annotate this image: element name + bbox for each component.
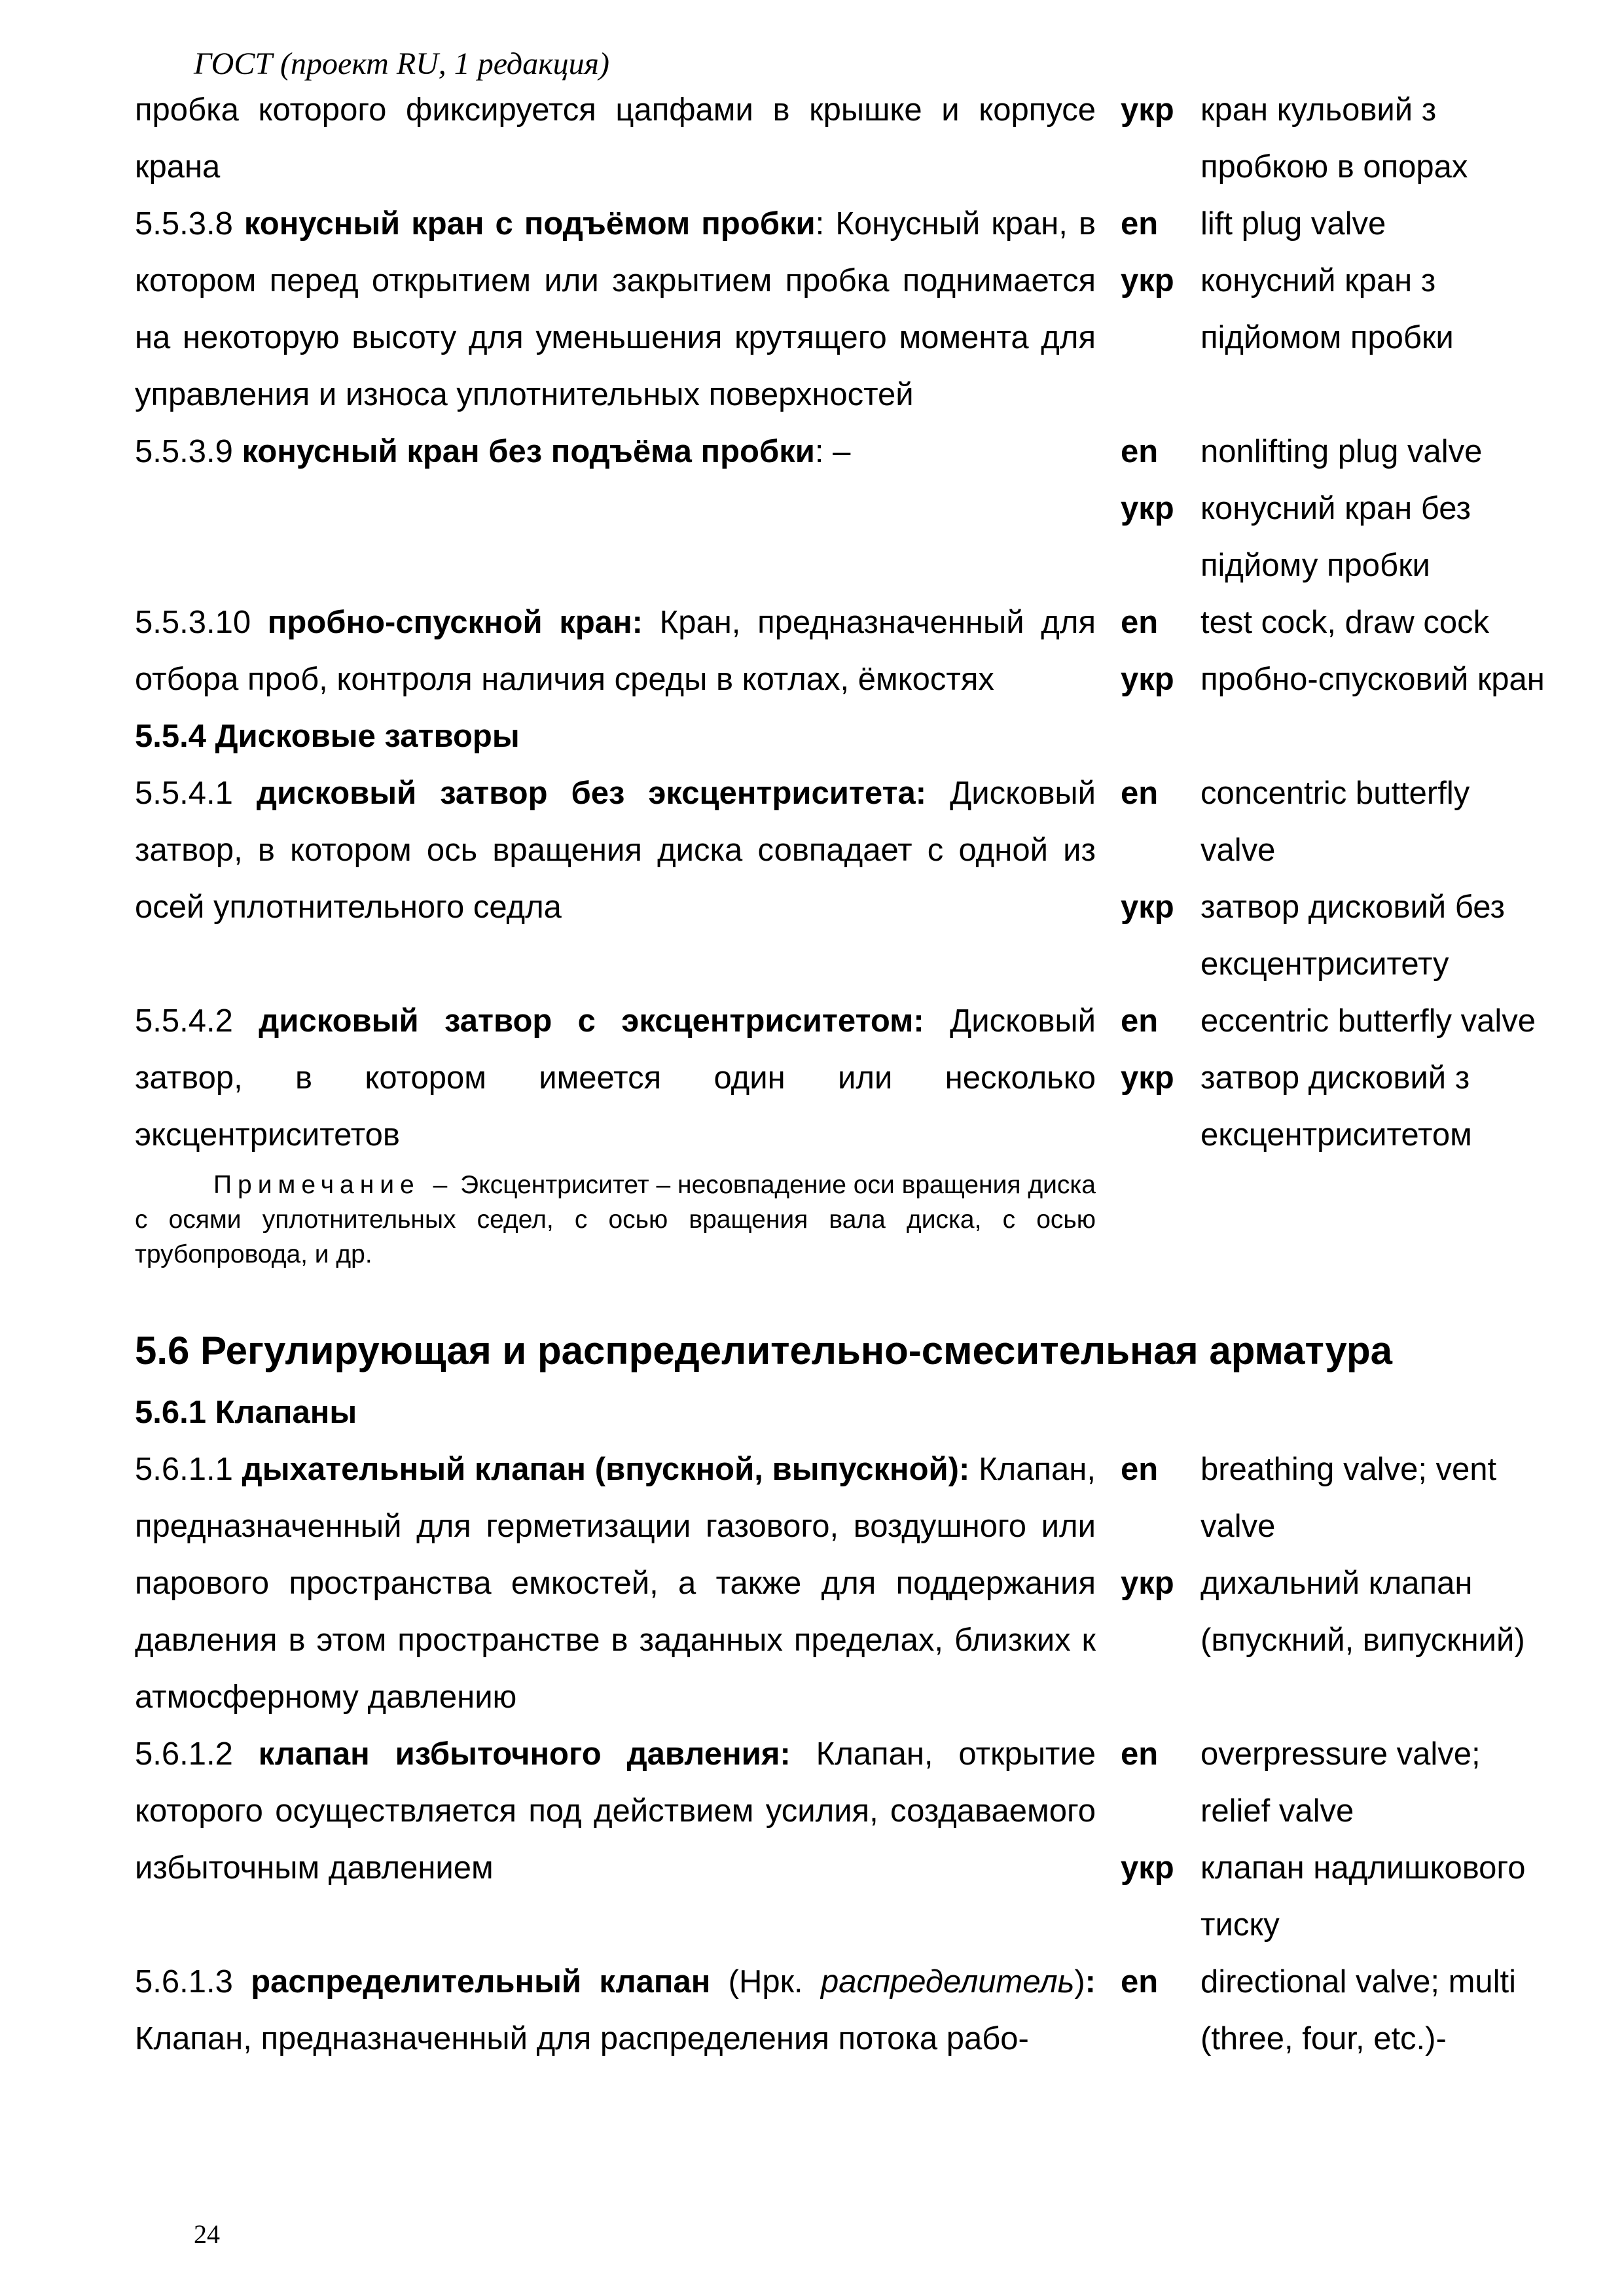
translation-row	[1121, 480, 1553, 594]
lang-code: en	[1121, 1736, 1159, 1772]
translated-term: затвор дисковий з ексцентриситетом	[1200, 1060, 1472, 1153]
translation-row	[1121, 196, 1553, 253]
lang-code: en	[1121, 776, 1159, 811]
term-number: 5.5.3.8	[135, 206, 233, 242]
note-label: Примечание –	[213, 1171, 454, 1199]
term-name: конусный кран с подъёмом пробки	[244, 206, 816, 242]
definition	[135, 196, 1096, 423]
translations	[1121, 594, 1553, 708]
translation-row	[1121, 82, 1553, 196]
translation-row	[1121, 879, 1553, 993]
term-name: конусный кран без подъёма пробки	[242, 434, 815, 469]
term-entry	[135, 765, 1555, 993]
term-entry	[135, 594, 1555, 708]
translation-row	[1121, 253, 1553, 367]
translated-term: eccentric butterfly valve	[1200, 1003, 1536, 1039]
translations	[1121, 1954, 1553, 2068]
lang-code: en	[1121, 434, 1159, 469]
translations	[1121, 1441, 1553, 1669]
definition	[135, 82, 1096, 196]
lang-code: укр	[1121, 662, 1174, 697]
section-heading-main: 5.6 Регулирующая и распределительно-смесительная арматура	[135, 1329, 1392, 1372]
translations	[1121, 82, 1553, 196]
translations	[1121, 993, 1553, 1164]
term-entry	[135, 1441, 1555, 1726]
term-entry	[135, 423, 1555, 594]
definition-text: Клапан, предназначенный для герметизации газового, воздушного или парового пространства емкостей, а также для поддержания давления в этом пространстве в заданных пределах, близких к атмосферному давлению	[135, 1452, 1096, 1715]
term-note-close: )	[1074, 1964, 1085, 2000]
definition	[135, 765, 1096, 936]
term-entry	[135, 82, 1555, 196]
translations	[1121, 423, 1553, 594]
running-header: ГОСТ (проект RU, 1 редакция)	[194, 46, 609, 81]
definition	[135, 423, 1096, 480]
lang-code: укр	[1121, 889, 1174, 925]
term-note-italic: распределитель	[820, 1964, 1075, 2000]
term-name: клапан избыточного давления:	[258, 1736, 791, 1772]
definition-text: Дисковый затвор, в котором ось вращения диска совпадает с одной из осей уплотнительного седла	[135, 776, 1096, 925]
definition	[135, 1441, 1096, 1726]
section-heading: 5.5.4 Дисковые затворы	[135, 719, 520, 754]
term-name: дисковый затвор с эксцентриситетом:	[259, 1003, 924, 1039]
lang-code: укр	[1121, 491, 1174, 526]
lang-code: en	[1121, 1452, 1159, 1487]
term-entry	[135, 1954, 1555, 2068]
translated-term: directional valve; multi (three, four, etc.)-	[1200, 1964, 1517, 2056]
document-body	[135, 82, 1555, 2068]
term-number: 5.6.1.3	[135, 1964, 233, 2000]
lang-code: укр	[1121, 1060, 1174, 1096]
lang-code: укр	[1121, 1850, 1174, 1886]
translated-term: lift plug valve	[1200, 206, 1386, 242]
note	[135, 1164, 1096, 1272]
term-name: дыхательный клапан (впускной, выпускной):	[242, 1452, 970, 1487]
term-number: 5.5.3.9	[135, 434, 233, 469]
translations	[1121, 196, 1553, 367]
definition	[135, 594, 1096, 708]
translated-term: concentric butterfly valve	[1200, 776, 1470, 868]
translation-row	[1121, 1726, 1553, 1840]
term-colon: :	[1085, 1964, 1096, 2000]
translation-row	[1121, 1840, 1553, 1954]
translated-term: nonlifting plug valve	[1200, 434, 1483, 469]
lang-code: en	[1121, 1003, 1159, 1039]
translation-row	[1121, 423, 1553, 480]
translation-row	[1121, 1954, 1553, 2068]
translation-row	[1121, 1050, 1553, 1164]
translated-term: пробно-спусковий кран	[1200, 662, 1545, 697]
term-entry	[135, 993, 1555, 1164]
definition-text: Клапан, открытие которого осуществляется под действием усилия, создаваемого избыточным давлением	[135, 1736, 1096, 1886]
definition-text: : Конусный кран, в котором перед открытием или закрытием пробка поднимается на некоторую высоту для уменьшения крутящего момента для управления и износа уплотнительных поверхностей	[135, 206, 1096, 412]
translations	[1121, 1726, 1553, 1954]
lang-code: укр	[1121, 263, 1174, 298]
translation-row	[1121, 1555, 1553, 1669]
definition-text: Кран, предназначенный для отбора проб, контроля наличия среды в котлах, ёмкостях	[135, 605, 1096, 697]
term-number: 5.6.1.2	[135, 1736, 233, 1772]
definition	[135, 993, 1096, 1164]
translated-term: конусний кран з підйомом пробки	[1200, 263, 1454, 355]
definition	[135, 1954, 1096, 2068]
translated-term: breathing valve; vent valve	[1200, 1452, 1497, 1544]
definition	[135, 1726, 1096, 1897]
translated-term: кран кульовий з пробкою в опорах	[1200, 92, 1468, 185]
definition-text: : –	[814, 434, 851, 469]
definition-text: Дисковый затвор, в котором имеется один или несколько эксцентриситетов	[135, 1003, 1096, 1153]
lang-code: укр	[1121, 92, 1174, 128]
term-entry	[135, 196, 1555, 423]
term-name: дисковый затвор без эксцентриситета:	[256, 776, 927, 811]
term-entry	[135, 1726, 1555, 1954]
definition-text: Клапан, предназначенный для распределения потока рабо-	[135, 2021, 1029, 2056]
lang-code: en	[1121, 1964, 1159, 2000]
note-text: Эксцентриситет – несовпадение оси вращения диска с осями уплотнительных седел, с осью вращения вала диска, с осью трубопровода, и др.	[135, 1171, 1096, 1268]
translated-term: дихальний клапан (впускний, випускний)	[1200, 1566, 1525, 1658]
translation-row	[1121, 594, 1553, 651]
subsection-heading: 5.6.1 Клапаны	[135, 1395, 357, 1430]
translated-term: test cock, draw cock	[1200, 605, 1490, 640]
term-name: распределительный клапан	[251, 1964, 711, 2000]
lang-code: укр	[1121, 1566, 1174, 1601]
translation-row	[1121, 651, 1553, 708]
lang-code: en	[1121, 206, 1159, 242]
lang-code: en	[1121, 605, 1159, 640]
definition-text: пробка которого фиксируется цапфами в крышке и корпусе крана	[135, 92, 1096, 185]
translation-row	[1121, 765, 1553, 879]
term-name: пробно-спускной кран:	[267, 605, 643, 640]
term-number: 5.5.4.2	[135, 1003, 233, 1039]
term-number: 5.5.4.1	[135, 776, 233, 811]
translations	[1121, 765, 1553, 993]
translated-term: клапан надлишкового тиску	[1200, 1850, 1526, 1943]
term-number: 5.5.3.10	[135, 605, 251, 640]
translated-term: overpressure valve; relief valve	[1200, 1736, 1481, 1829]
page-number: 24	[194, 2219, 220, 2249]
term-note-open: (Нрк.	[710, 1964, 821, 2000]
translation-row	[1121, 993, 1553, 1050]
translated-term: затвор дисковий без ексцентриситету	[1200, 889, 1505, 982]
term-number: 5.6.1.1	[135, 1452, 233, 1487]
translation-row	[1121, 1441, 1553, 1555]
translated-term: конусний кран без підйому пробки	[1200, 491, 1471, 583]
